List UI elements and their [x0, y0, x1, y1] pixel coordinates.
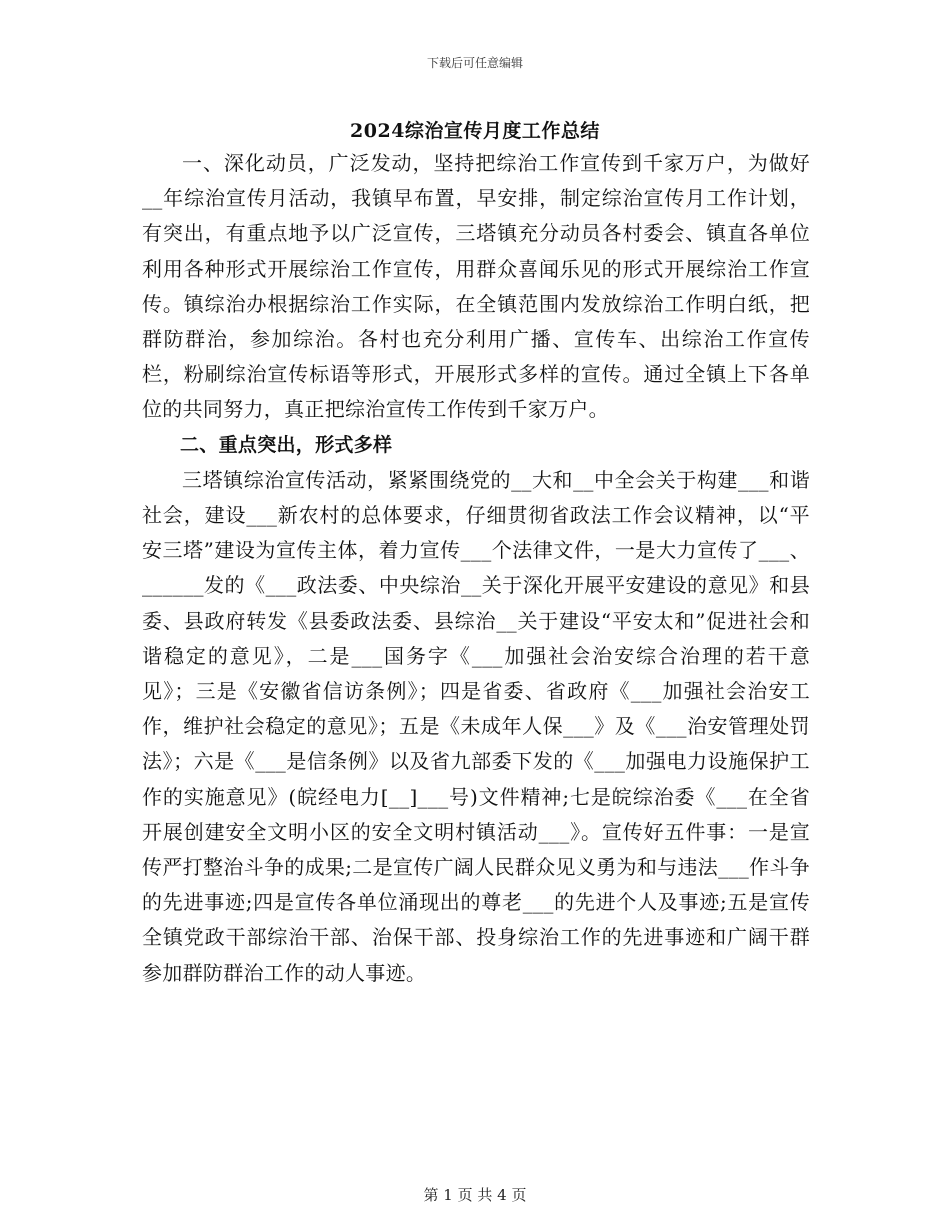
document-body: [142, 146, 810, 991]
document-title: 2024综治宣传月度工作总结: [350, 120, 600, 142]
paragraph-1: 一、深化动员，广泛发动，坚持把综治工作宣传到千家万户，为做好__年综治宣传月活动，我镇早布置，早安排，制定综治宣传月工作计划，有突出，有重点地予以广泛宣传，三塔镇充分动员各村委会、镇直各单位利用各种形式开展综治工作宣传，用群众喜闻乐见的形式开展综治工作宣传。镇综治办根据综治工作实际，在全镇范围内发放综治工作明白纸，把群防群治，参加综治。各村也充分利用广播、宣传车、出综治工作宣传栏，粉刷综治宣传标语等形式，开展形式多样的宣传。通过全镇上下各单位的共同努力，真正把综治宣传工作传到千家万户。: [142, 151, 810, 422]
page-indicator: 第 1 页 共 4 页: [423, 1186, 527, 1204]
header-note: 下载后可任意编辑: [426, 56, 523, 70]
paragraph-2: 三塔镇综治宣传活动，紧紧围绕党的__大和__中全会关于构建___和谐社会，建设___新农村的总体要求，仔细贯彻省政法工作会议精神，以“平安三塔”建设为宣传主体，着力宣传___个法律文件，一是大力宣传了___、______发的《___政法委、中央综治__关于深化开展平安建设的意见》和县委、县政府转发《县委政法委、县综治__关于建设“平安太和”促进社会和谐稳定的意见》，二是___国务字《___加强社会治安综合治理的若干意见》；三是《安徽省信访条例》；四是省委、省政府《___加强社会治安工作，维护社会稳定的意见》；五是《未成年人保___》及《___治安管理处罚法》；六是《___是信条例》以及省九部委下发的《___加强电力设施保护工作的实施意见》(皖经电力[__]___号)文件精神;七是皖综治委《___在全省开展创建安全文明小区的安全文明村镇活动___》。宣传好五件事：一是宣传严打整治斗争的成果;二是宣传广阔人民群众见义勇为和与违法___作斗争的先进事迹;四是宣传各单位涌现出的尊老___的先进个人及事迹;五是宣传全镇党政干部综治干部、治保干部、投身综治工作的先进事迹和广阔干群参加群防群治工作的动人事迹。: [142, 467, 810, 985]
section-2-heading: 二、重点突出，形式多样: [180, 433, 393, 456]
